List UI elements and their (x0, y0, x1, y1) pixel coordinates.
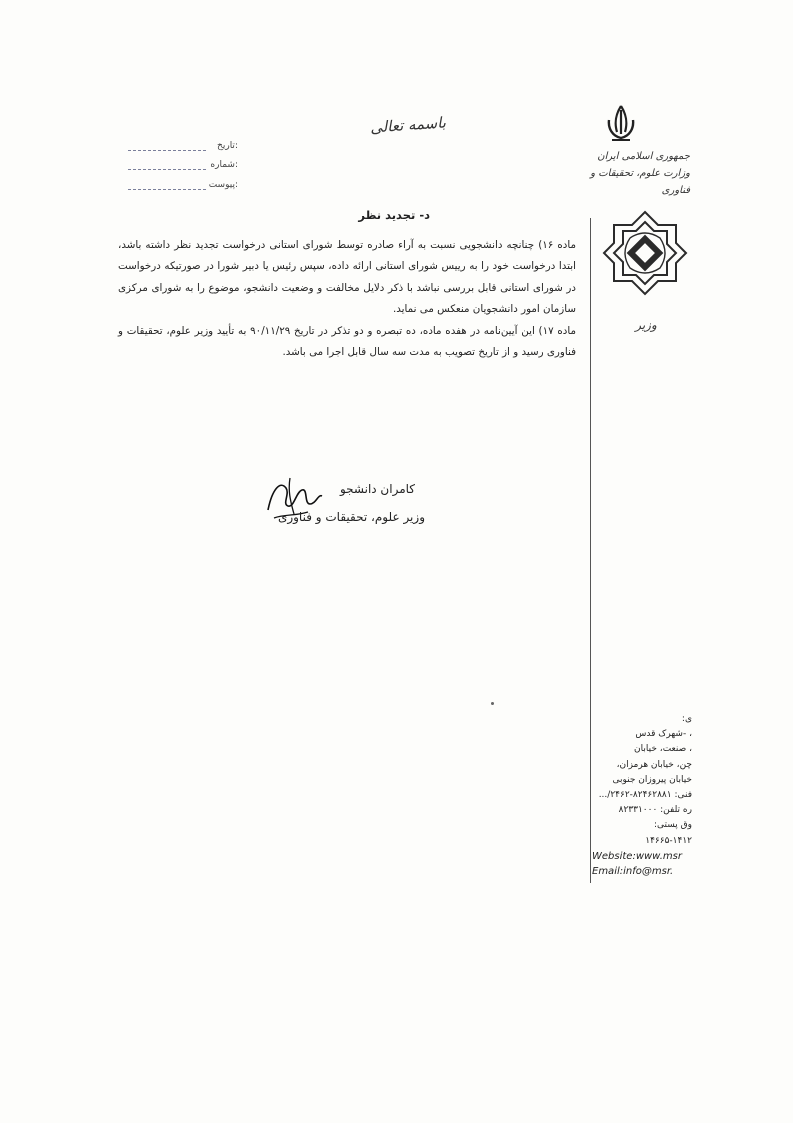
minister-title-label: وزیر (635, 318, 657, 332)
address-line: ، صنعت، خیابان (634, 744, 692, 755)
body-text (118, 235, 576, 363)
address-line: ره تلفن: ۸۲۳۳۱۰۰۰ (618, 805, 692, 816)
address-line: فنی: ۸۲۴۶۲۸۸۱-۲۴۶۲/... (598, 790, 692, 801)
number-label: شماره: (210, 160, 238, 170)
date-line (128, 150, 206, 151)
website-text: Website:www.msr (592, 850, 682, 862)
article-17-paragraph: ماده ۱۷) این آیین‌نامه در هفده ماده، ده تبصره و دو تذکر در تاریخ ۹۰/۱۱/۲۹ به تأیید وزیر علوم، تحقیقات و فناوری رسید و از تاریخ تصویب به مدت سه سال قابل اجرا می باشد. (118, 324, 577, 359)
date-field (118, 141, 238, 155)
number-line (128, 169, 206, 170)
article-16-paragraph: ماده ۱۶) چنانچه دانشجویی نسبت به آراء صادره توسط شورای استانی درخواست تجدید نظر داشته باشد، ابتدا درخواست خود را به رییس شورای استانی ارائه داده، سپس رئیس یا دبیر شورا در صورتیکه درخواست در شورای استانی قابل بررسی نباشد با ذکر دلایل مخالفت و وضعیت دانشجو، موضوع را به شورای مرکزی سازمان امور دانشجویان منعکس می نماید. (118, 239, 576, 316)
scan-speck (491, 702, 494, 705)
email-text: Email:info@msr. (592, 866, 674, 878)
signatory-name: کامران دانشجو (339, 482, 415, 496)
attachment-field (118, 180, 238, 194)
number-field (118, 160, 238, 174)
address-line: ، -شهرک قدس (635, 729, 692, 740)
address-line: چن، خیابان هرمزان، (616, 759, 692, 770)
address-block (592, 712, 692, 879)
address-line: ۱۴۶۶۵-۱۴۱۲ (645, 835, 692, 846)
attachment-line (128, 189, 206, 190)
address-line: خیابان پیروزان جنوبی (612, 774, 692, 785)
ministry-line-1: جمهوری اسلامی ایران (597, 151, 690, 162)
address-line: ی: (681, 714, 692, 724)
iran-emblem-icon (598, 100, 644, 146)
ministry-line-2: وزارت علوم، تحقیقات و فناوری (590, 168, 690, 196)
date-label: تاریخ: (217, 141, 238, 151)
attachment-label: پیوست: (208, 180, 238, 190)
ornament-emblem-icon (600, 208, 690, 298)
signatory-title: وزیر علوم، تحقیقات و فناوری (277, 510, 425, 524)
address-line: وق پستی: (654, 820, 692, 831)
section-title: د- تجدید نظر (358, 208, 430, 222)
bismillah-heading: باسمه تعالی (369, 113, 447, 137)
ministry-letterhead (560, 148, 690, 199)
sidebar-divider (590, 218, 591, 883)
